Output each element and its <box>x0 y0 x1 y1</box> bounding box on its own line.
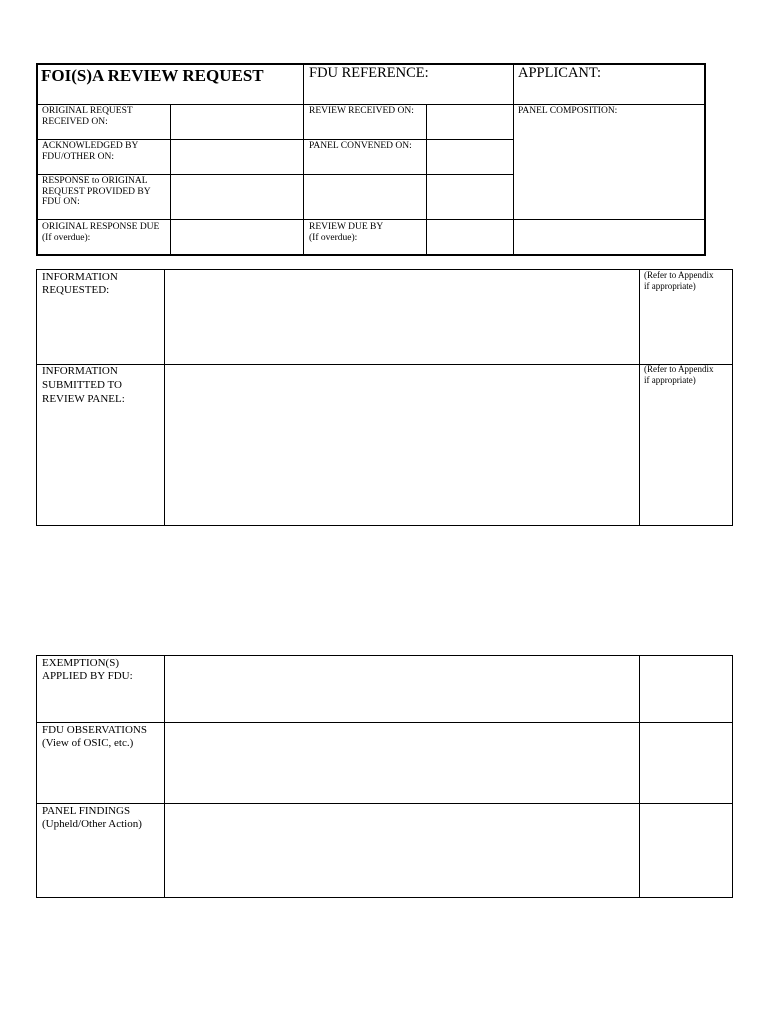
acknowledged-field[interactable] <box>171 140 303 174</box>
panel-convened-label: PANEL CONVENED ON: <box>309 141 412 151</box>
panel-composition-label: PANEL COMPOSITION: <box>518 106 618 116</box>
review-received-field[interactable] <box>427 105 513 139</box>
exemptions-field[interactable] <box>165 656 639 722</box>
information-requested-label: INFORMATION REQUESTED: <box>42 271 118 297</box>
panel-findings-label: PANEL FINDINGS (Upheld/Other Action) <box>42 805 142 831</box>
table-divider <box>513 219 706 220</box>
exemptions-label: EXEMPTION(S) APPLIED BY FDU: <box>42 657 133 683</box>
response-provided-label: RESPONSE to ORIGINAL REQUEST PROVIDED BY FDU ON: <box>42 176 151 208</box>
response-extra-field-2[interactable] <box>427 175 513 219</box>
panel-convened-field[interactable] <box>427 140 513 174</box>
information-requested-field[interactable] <box>165 270 639 364</box>
review-received-label: REVIEW RECEIVED ON: <box>309 106 414 116</box>
table-border-right <box>704 63 706 256</box>
original-request-received-label: ORIGINAL REQUEST RECEIVED ON: <box>42 106 133 127</box>
information-submitted-label: INFORMATION SUBMITTED TO REVIEW PANEL: <box>42 365 125 405</box>
original-request-received-field[interactable] <box>171 105 303 139</box>
review-due-label: REVIEW DUE BY (If overdue): <box>309 222 384 243</box>
response-provided-field[interactable] <box>171 175 303 219</box>
fdu-reference-field[interactable] <box>304 84 513 104</box>
form-title: FOI(S)A REVIEW REQUEST <box>41 66 264 85</box>
refer-appendix-note: (Refer to Appendix if appropriate) <box>644 270 714 291</box>
review-due-field[interactable] <box>427 220 513 254</box>
original-response-due-label: ORIGINAL RESPONSE DUE (If overdue): <box>42 222 160 243</box>
panel-composition-field[interactable] <box>514 118 704 218</box>
refer-appendix-note: (Refer to Appendix if appropriate) <box>644 364 714 385</box>
table-divider <box>36 104 706 105</box>
applicant-field[interactable] <box>514 84 704 104</box>
information-submitted-field[interactable] <box>165 365 639 525</box>
response-extra-field[interactable] <box>304 175 426 219</box>
fdu-observations-label: FDU OBSERVATIONS (View of OSIC, etc.) <box>42 724 147 750</box>
panel-findings-field[interactable] <box>165 804 639 897</box>
fdu-observations-field[interactable] <box>165 723 639 803</box>
table-border-bottom <box>36 254 706 256</box>
table-divider <box>639 269 640 526</box>
fdu-reference-label: FDU REFERENCE: <box>309 65 429 81</box>
original-response-due-field[interactable] <box>171 220 303 254</box>
acknowledged-label: ACKNOWLEDGED BY FDU/OTHER ON: <box>42 141 139 162</box>
table-divider <box>639 655 640 898</box>
table-border-left <box>36 63 38 256</box>
applicant-label: APPLICANT: <box>518 65 602 81</box>
